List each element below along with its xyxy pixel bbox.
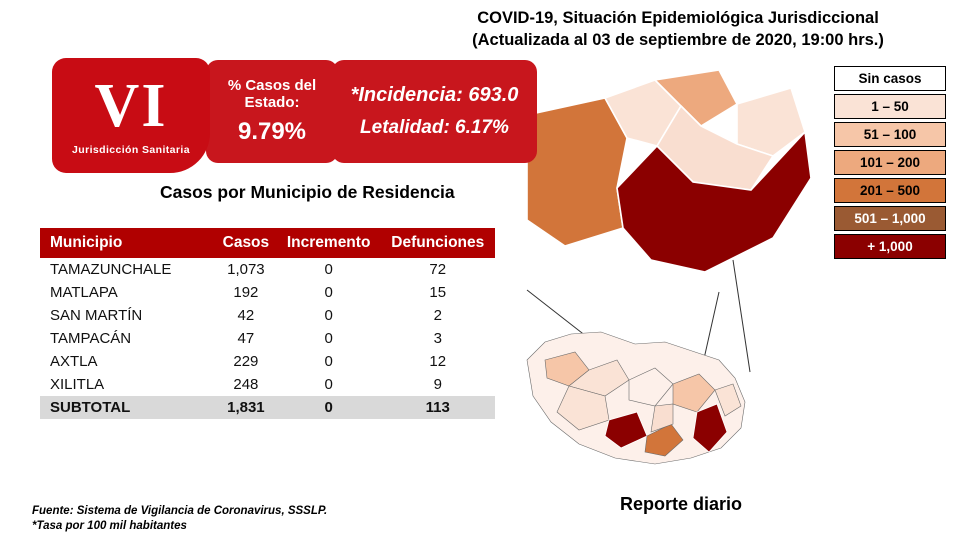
state-percentage-box [206, 60, 338, 163]
legend-item-0 [834, 66, 946, 91]
cell-casos: 1,073 [215, 258, 277, 281]
footnote-line-1: Fuente: Sistema de Vigilancia de Coronavirus, SSSLP. [32, 504, 328, 517]
cell-incremento: 0 [277, 304, 381, 327]
cell-municipio: TAMAZUNCHALE [40, 258, 215, 281]
table-row [40, 373, 495, 396]
legend-item-4 [834, 178, 946, 203]
cell-incremento: 0 [277, 373, 381, 396]
col-municipio: Municipio [40, 228, 215, 258]
legend-label: 201 – 500 [859, 183, 921, 198]
cell-defunciones: 12 [381, 350, 495, 373]
col-casos: Casos [215, 228, 277, 258]
legend-label: + 1,000 [867, 239, 913, 254]
cell-municipio: AXTLA [40, 350, 215, 373]
legend-item-5 [834, 206, 946, 231]
table-row [40, 258, 495, 281]
cell-incremento: 0 [277, 350, 381, 373]
cell-defunciones: 72 [381, 258, 495, 281]
cell-incremento: 0 [277, 327, 381, 350]
cell-total-casos: 1,831 [215, 396, 277, 419]
cell-defunciones: 3 [381, 327, 495, 350]
jurisdiction-number: VI [94, 72, 168, 141]
cell-municipio: XILITLA [40, 373, 215, 396]
header-line-1: COVID-19, Situación Epidemiológica Jurisdiccional [477, 9, 879, 27]
footnote-line-2: *Tasa por 100 mil habitantes [32, 520, 187, 533]
cell-incremento: 0 [277, 258, 381, 281]
zoomed-municipalities [527, 70, 811, 272]
cell-casos: 47 [215, 327, 277, 350]
jurisdiction-badge [52, 58, 210, 173]
legend-label: 51 – 100 [863, 127, 917, 142]
col-defunciones: Defunciones [381, 228, 495, 258]
col-incremento: Incremento [277, 228, 381, 258]
state-inset-map [527, 332, 745, 464]
page-header [398, 8, 958, 52]
summary-badges [52, 58, 537, 173]
municipio-xilitla [527, 98, 627, 246]
lethality-value: Letalidad: 6.17% [360, 117, 509, 138]
table-row [40, 327, 495, 350]
state-percentage-value: 9.79% [237, 118, 307, 146]
header-line-2: (Actualizada al 03 de septiembre de 2020, 19:00 hrs.) [472, 30, 884, 49]
table-total-row [40, 396, 495, 419]
cell-casos: 229 [215, 350, 277, 373]
municipality-table [40, 228, 495, 419]
report-label: Reporte diario [620, 494, 743, 514]
section-title: Casos por Municipio de Residencia [160, 182, 455, 202]
legend-label: 101 – 200 [859, 155, 921, 170]
cell-casos: 42 [215, 304, 277, 327]
table-row [40, 281, 495, 304]
legend-item-6 [834, 234, 946, 259]
table-header-row [40, 228, 495, 258]
legend-label: Sin casos [858, 71, 922, 86]
table-row [40, 350, 495, 373]
legend-item-2 [834, 122, 946, 147]
cell-total-label: SUBTOTAL [40, 396, 215, 419]
cell-municipio: SAN MARTÍN [40, 304, 215, 327]
cell-municipio: MATLAPA [40, 281, 215, 304]
cell-casos: 192 [215, 281, 277, 304]
jurisdiction-map [505, 60, 835, 480]
cell-total-defunciones: 113 [381, 396, 495, 419]
cell-defunciones: 9 [381, 373, 495, 396]
jurisdiction-subtitle: Jurisdicción Sanitaria [72, 143, 190, 156]
legend-item-3 [834, 150, 946, 175]
map-legend [834, 66, 946, 262]
incidence-box [332, 60, 537, 163]
legend-item-1 [834, 94, 946, 119]
cell-total-incremento: 0 [277, 396, 381, 419]
cell-defunciones: 15 [381, 281, 495, 304]
cell-defunciones: 2 [381, 304, 495, 327]
table-row [40, 304, 495, 327]
cell-casos: 248 [215, 373, 277, 396]
source-footnote [32, 504, 327, 535]
incidence-value: *Incidencia: 693.0 [350, 84, 519, 106]
legend-label: 501 – 1,000 [854, 211, 926, 226]
state-percentage-label: % Casos del Estado: [227, 76, 317, 111]
table-body [40, 258, 495, 419]
cell-incremento: 0 [277, 281, 381, 304]
legend-label: 1 – 50 [871, 99, 909, 114]
cell-municipio: TAMPACÁN [40, 327, 215, 350]
